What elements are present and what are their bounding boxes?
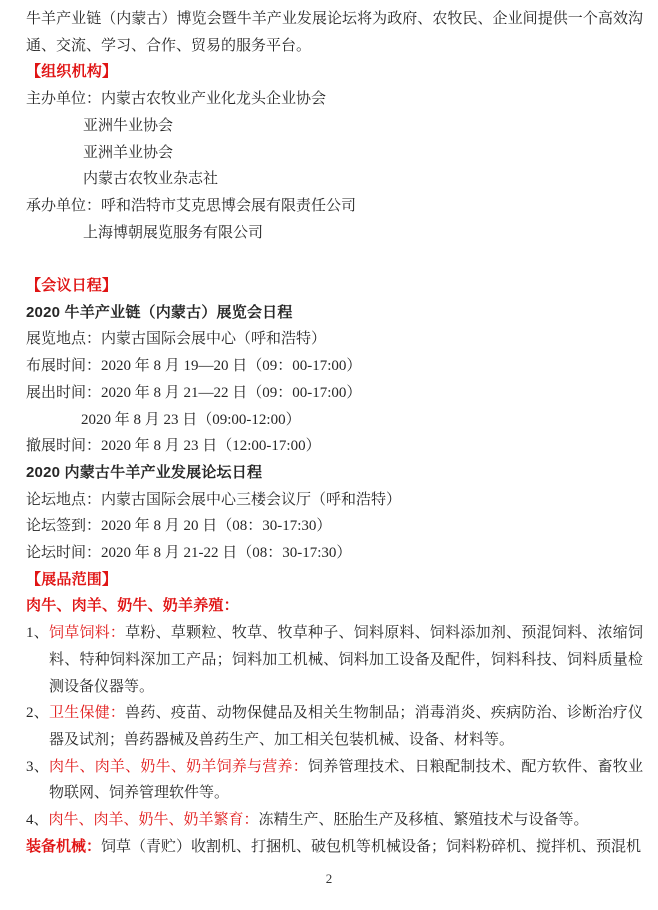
expo-open-line (26, 380, 643, 407)
text-run: 展览地点：内蒙古国际会展中心（呼和浩特） (26, 331, 327, 348)
text-run: 饲草（青贮）收割机、打捆机、破包机等机械设备；饲料粉碎机、搅拌机、预混机 (101, 838, 642, 855)
highlighted-term: 肉牛、肉羊、奶牛、奶羊繁育： (48, 812, 259, 829)
forum-venue-line (26, 487, 643, 514)
text-run: 论坛地点：内蒙古国际会展中心三楼会议厅（呼和浩特） (26, 491, 402, 508)
exhibit-item-3 (26, 754, 643, 807)
host-unit-line (26, 166, 643, 193)
section-heading-schedule (26, 273, 643, 300)
highlighted-term: 卫生保健： (48, 705, 126, 722)
text-run: 主办单位：内蒙古农牧业产业化龙头企业协会 (26, 91, 327, 108)
text-run: 亚洲羊业协会 (83, 144, 174, 161)
intro-paragraph (26, 6, 643, 59)
text-run: 1、 (26, 625, 49, 642)
highlighted-term: 【组织机构】 (26, 63, 118, 81)
page-number: 2 (325, 871, 333, 886)
exhibit-item-4 (26, 807, 643, 834)
organizer-unit-line (26, 193, 643, 220)
section-heading-exhibits (26, 567, 643, 594)
expo-setup-line (26, 353, 643, 380)
exhibit-category-machinery (26, 834, 643, 861)
section-heading-organization (26, 59, 643, 86)
text-run: 兽药、疫苗、动物保健品及相关生物制品；消毒消炎、疾病防治、诊断治疗仪器及试剂；兽药器械及兽药生产、加工相关包装机械、设备、材料等。 (49, 705, 643, 748)
highlighted-term: 【展品范围】 (26, 570, 118, 588)
text-run: 展出时间：2020 年 8 月 21—22 日（09：00-17:00） (26, 384, 362, 401)
doc-blocks (26, 6, 643, 860)
text-run: 2020 内蒙古牛羊产业发展论坛日程 (26, 463, 263, 481)
forum-schedule-title (26, 460, 643, 487)
text-run: 亚洲牛业协会 (83, 117, 174, 134)
highlighted-term: 【会议日程】 (26, 277, 118, 295)
highlighted-term: 装备机械： (26, 837, 102, 855)
text-run: 论坛时间：2020 年 8 月 21-22 日（08：30-17:30） (26, 545, 352, 562)
organizer-unit-line (26, 220, 643, 247)
text-run: 上海博朝展览服务有限公司 (83, 224, 264, 241)
text-run: 撤展时间：2020 年 8 月 23 日（12:00-17:00） (26, 438, 321, 455)
expo-schedule-title (26, 300, 643, 327)
host-unit-line (26, 113, 643, 140)
highlighted-term: 肉牛、肉羊、奶牛、奶羊饲养与营养： (48, 758, 309, 775)
forum-signin-line (26, 513, 643, 540)
expo-teardown-line (26, 433, 643, 460)
highlighted-term: 肉牛、肉羊、奶牛、奶羊养殖： (26, 597, 239, 615)
text-run: 4、 (26, 812, 49, 829)
exhibit-item-2 (26, 700, 643, 753)
expo-open-line (26, 407, 643, 434)
text-run: 饲养管理技术、日粮配制技术、配方软件、畜牧业物联网、饲养管理软件等。 (49, 758, 643, 802)
host-unit-line (26, 140, 643, 167)
text-run: 草粉、草颗粒、牧草、牧草种子、饲料原料、饲料添加剂、预混饲料、浓缩饲料、特种饲料深加工产品；饲料加工机械、饲料加工设备及配件，饲料科技、饲料质量检测设备仪器等。 (49, 625, 643, 695)
text-run: 承办单位：呼和浩特市艾克思博会展有限责任公司 (26, 197, 357, 214)
text-run: 2、 (26, 705, 49, 722)
text-run: 2020 年 8 月 23 日（09:00-12:00） (81, 411, 301, 428)
text-run: 3、 (26, 758, 49, 775)
forum-time-line (26, 540, 643, 567)
text-run: 布展时间：2020 年 8 月 19—20 日（09：00-17:00） (26, 358, 362, 375)
text-run: 牛羊产业链（内蒙古）博览会暨牛羊产业发展论坛将为政府、农牧民、企业间提供一个高效沟通、交流、学习、合作、贸易的服务平台。 (26, 11, 643, 54)
host-unit-line (26, 86, 643, 113)
text-run: 冻精生产、胚胎生产及移植、繁殖技术与设备等。 (258, 812, 589, 829)
exhibit-category-breeding (26, 593, 643, 620)
text-run: 内蒙古农牧业杂志社 (83, 171, 219, 188)
text-run: 论坛签到：2020 年 8 月 20 日（08：30-17:30） (26, 518, 332, 535)
text-run: 2020 牛羊产业链（内蒙古）展览会日程 (26, 303, 293, 321)
expo-venue-line (26, 326, 643, 353)
highlighted-term: 饲草饲料： (48, 625, 126, 642)
exhibit-item-1 (26, 620, 643, 700)
